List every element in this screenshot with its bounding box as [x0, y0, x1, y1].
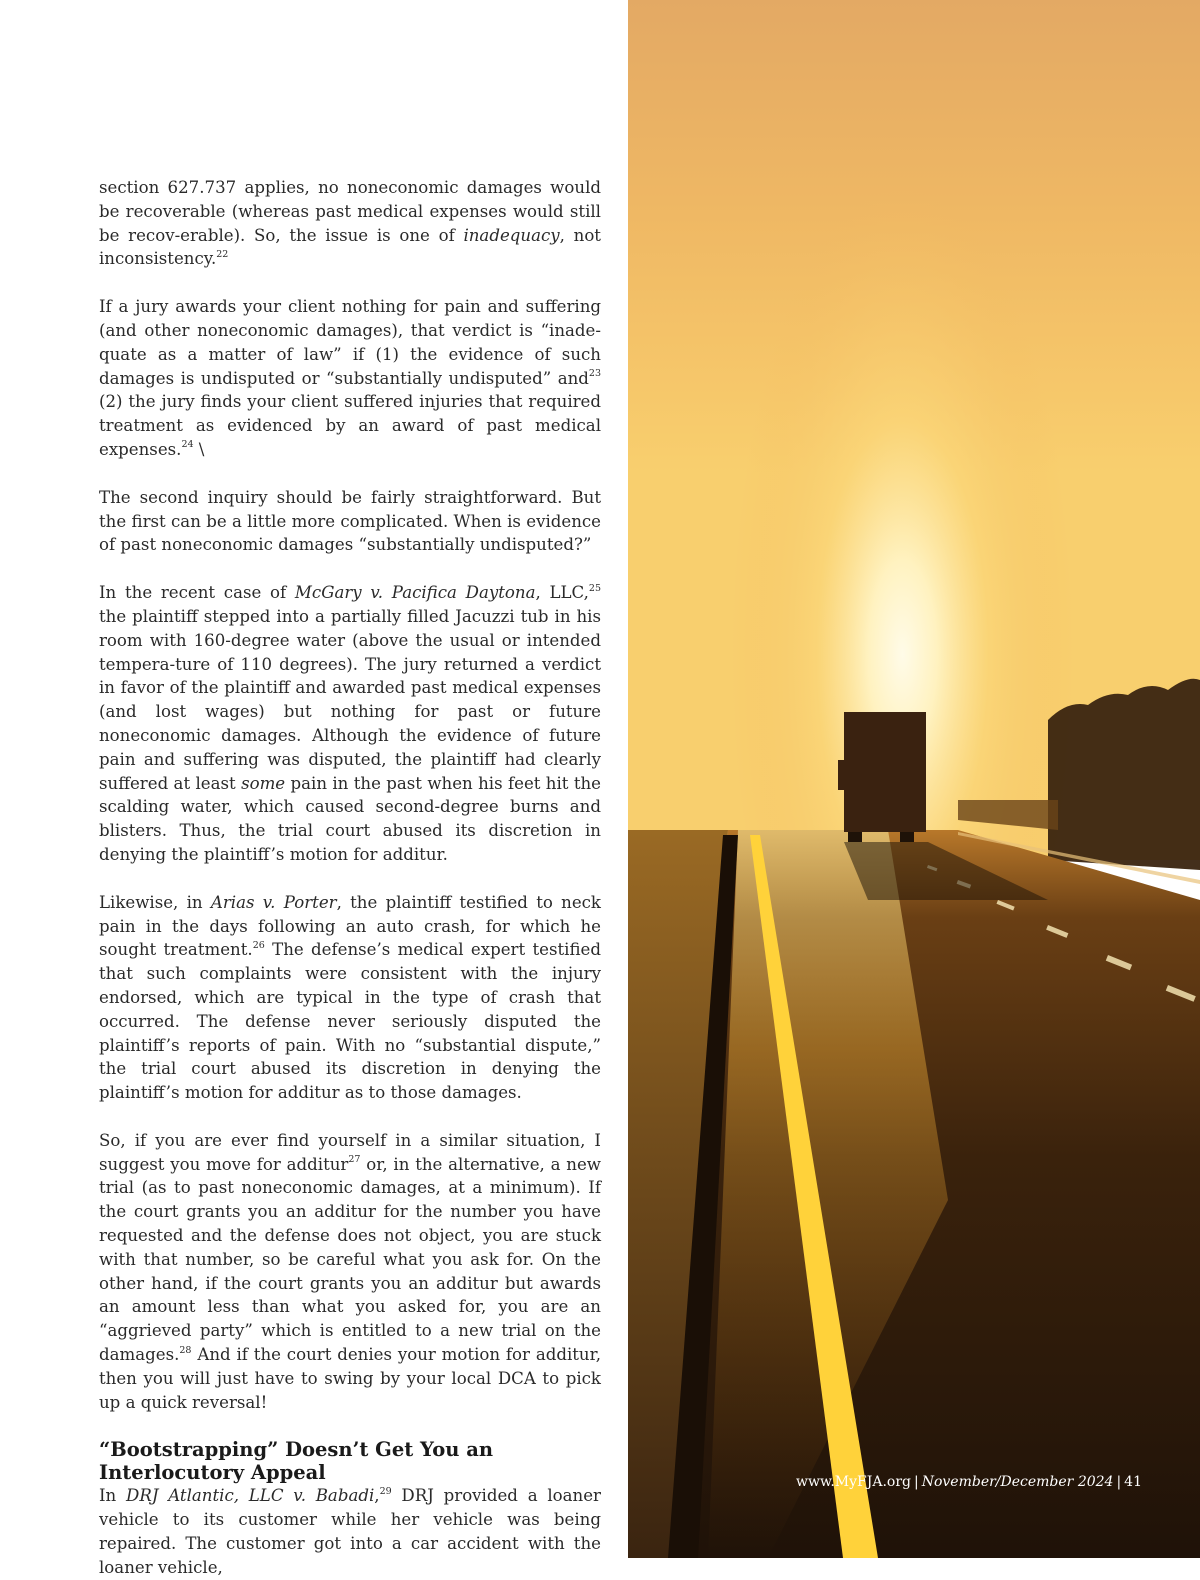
case-name: McGary v. Pacifica Daytona: [294, 583, 536, 603]
sunset-highway-truck-photo: [628, 0, 1200, 1558]
footnote-ref: 27: [348, 1154, 361, 1166]
footnote-ref: 25: [588, 582, 601, 594]
paragraph-3: The second inquiry should be fairly straightforward. But the first can be a little more complicated. When is evidence of past noneconomic damages “substantially undisputed?”: [99, 487, 601, 555]
paragraph-6: So, if you are ever find yourself in a similar situation, I suggest you move for additur$^{27}$ or, in the alternative, a new trial (as to past noneconomic damages, at a minimum). If the court grants you an additur for the number you have requested and the defense does not object, you are stuck with that number, so be careful what you ask for. On the other hand, if the court grants you an additur but awards an amount less than what you asked for, you are an “aggrieved party” which is entitled to a new trial on the damages.$^{28}$ And if the court denies your motion for additur, then you will just have to swing by your local DCA to pick up a quick reversal!: [99, 1130, 601, 1412]
paragraph-5: Likewise, in Arias v. Porter, the plaintiff testified to neck pain in the days following an auto crash, for which he sought treatment.$^{26}$ The defense’s medical expert testified that such complaints were consistent with the injury endorsed, which are typical in the type of crash that occurred. The defense never seriously disputed the plaintiff’s reports of pain. With no “substantial dispute,” the trial court abused its discretion in denying the plaintiff’s motion for additur as to those damages.: [99, 892, 601, 1103]
footnote-ref: 23: [588, 368, 601, 380]
article-body: [99, 176, 601, 1580]
footnote-ref: 24: [181, 439, 194, 451]
footnote-ref: 22: [216, 248, 229, 260]
footer-separator: |: [1116, 1474, 1122, 1490]
section-heading: [99, 1438, 601, 1484]
case-name: DRJ Atlantic, LLC v. Babadi: [126, 1486, 375, 1506]
page-number: 41: [1124, 1474, 1142, 1490]
case-name: Arias v. Porter: [210, 892, 337, 912]
issue-date: November/December 2024: [921, 1474, 1114, 1490]
footer-separator: |: [914, 1474, 919, 1490]
footnote-ref: 28: [179, 1344, 192, 1356]
page-footer: [796, 1474, 1142, 1490]
paragraph-4: In the recent case of McGary v. Pacifica Daytona, LLC,$^{25}$ the plaintiff stepped into a partially filled Jacuzzi tub in his room with 160-degree water (above the usual or intended tempera-ture of 110 degrees). The jury returned a verdict in favor of the plaintiff and awarded past medical expenses (and lost wages) but nothing for past or future noneconomic damages. Although the evidence of future pain and suffering was disputed, the plaintiff had clearly suffered at least some pain in the past when his feet hit the scalding water, which caused second-degree burns and blisters. Thus, the trial court abused its discretion in denying the plaintiff’s motion for additur.: [99, 582, 602, 864]
paragraph-1: section 627.737 applies, no noneconomic damages would be recoverable (whereas past medical expenses would still be recov-erable). So, the issue is one of inadequacy, not inconsistency.$^{22}$: [99, 178, 601, 269]
section-heading-line-1: “Bootstrapping” Doesn’t Get You an: [99, 1438, 494, 1462]
footnote-ref: 29: [379, 1485, 392, 1497]
website-link[interactable]: www.MyFJA.org: [796, 1474, 911, 1490]
paragraph-2: If a jury awards your client nothing for pain and suffering (and other noneconomic damages), that verdict is “inade-quate as a matter of law” if (1) the evidence of such damages is undisputed or “substantially undisputed” and$^{23}$ (2) the jury finds your client suffered injuries that required treatment as evidenced by an award of past medical expenses.$^{24}$ \: [99, 297, 601, 459]
section-heading-line-2: Interlocutory Appeal: [99, 1461, 326, 1485]
footnote-ref: 26: [252, 939, 265, 951]
paragraph-7: In DRJ Atlantic, LLC v. Babadi,$^{29}$ DRJ provided a loaner vehicle to its customer while her vehicle was being repaired. The customer got into a car accident with the loaner vehicle,: [99, 1485, 601, 1577]
